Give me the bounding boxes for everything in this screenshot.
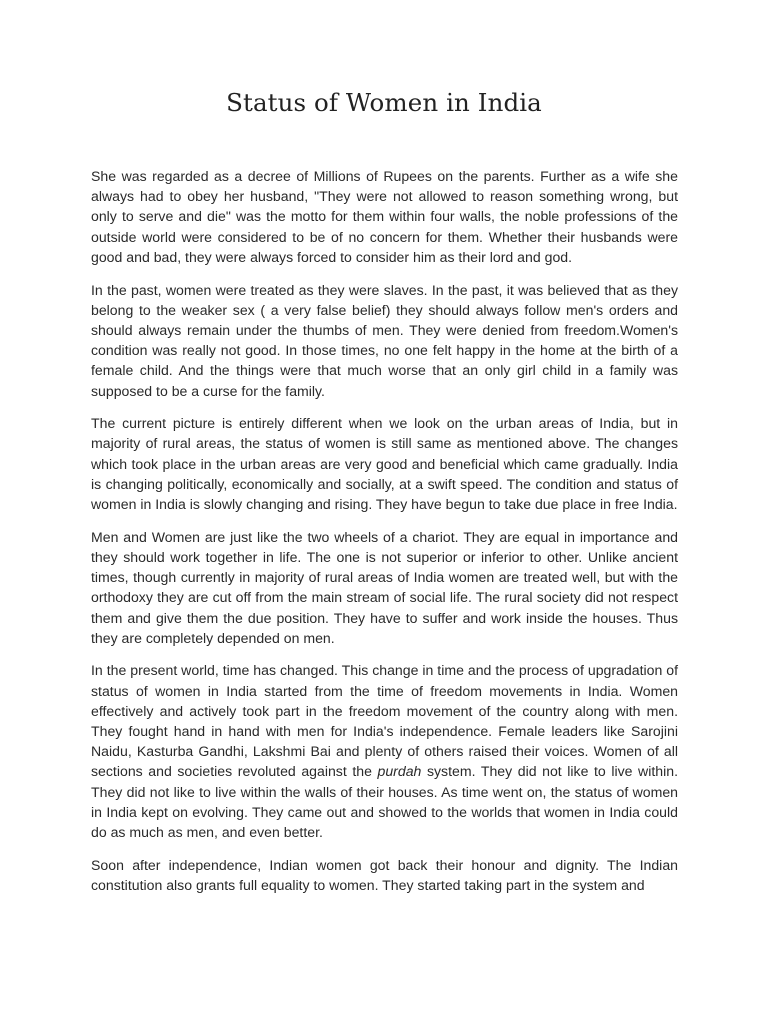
- paragraph-5-text-after: system. They did not like to live within. They did not like to live within the walls of their houses. As time went on, the status of women in India kept on evolving. They came out and showed to the worlds that women in India could do as much as men, and even better.: [91, 763, 678, 841]
- paragraph-5-text-before: In the present world, time has changed. This change in time and the process of upgradation of status of women in India started from the time of freedom movements in India. Women effectively and actively took part in the freedom movement of the country along with men. They fought hand in hand with men for India's independence. Female leaders like Sarojini Naidu, Kasturba Gandhi, Lakshmi Bai and plenty of others raised their voices. Women of all sections and societies revoluted against the: [91, 662, 678, 780]
- document-body: [91, 166, 678, 908]
- paragraph-4: Men and Women are just like the two wheels of a chariot. They are equal in importance and they should work together in life. The one is not superior or inferior to other. Unlike ancient times, though currently in majority of rural areas of India women are treated well, but with the orthodoxy they are cut off from the main stream of social life. The rural society did not respect them and give them the due position. They have to suffer and work inside the houses. Thus they are completely depended on men.: [91, 528, 678, 646]
- paragraph-1: She was regarded as a decree of Millions of Rupees on the parents. Further as a wife she always had to obey her husband, "They were not allowed to reason something wrong, but only to serve and die" was the motto for them within four walls, the noble professions of the outside world were considered to be of no concern for them. Whether their husbands were good and bad, they were always forced to consider him as their lord and god.: [91, 168, 678, 265]
- paragraph-5-emphasis: purdah: [377, 763, 422, 780]
- paragraph-2: In the past, women were treated as they were slaves. In the past, it was believed that as they belong to the weaker sex ( a very false belief) they should always follow men's orders and should always remain under the thumbs of men. They were denied from freedom.Women's condition was really not good. In those times, no one felt happy in the home at the birth of a female child. And the things were that much worse that an only girl child in a family was supposed to be a curse for the family.: [91, 281, 678, 399]
- paragraph-6: Soon after independence, Indian women got back their honour and dignity. The Indian constitution also grants full equality to women. They started taking part in the system and: [91, 856, 678, 893]
- paragraph-5: [91, 660, 678, 842]
- paragraph-3: The current picture is entirely different when we look on the urban areas of India, but in majority of rural areas, the status of women is still same as mentioned above. The changes which took place in the urban areas are very good and beneficial which came gradually. India is changing politically, economically and socially, at a swift speed. The condition and status of women in India is slowly changing and rising. They have begun to take due place in free India.: [91, 415, 678, 513]
- page-title: Status of Women in India: [226, 88, 542, 117]
